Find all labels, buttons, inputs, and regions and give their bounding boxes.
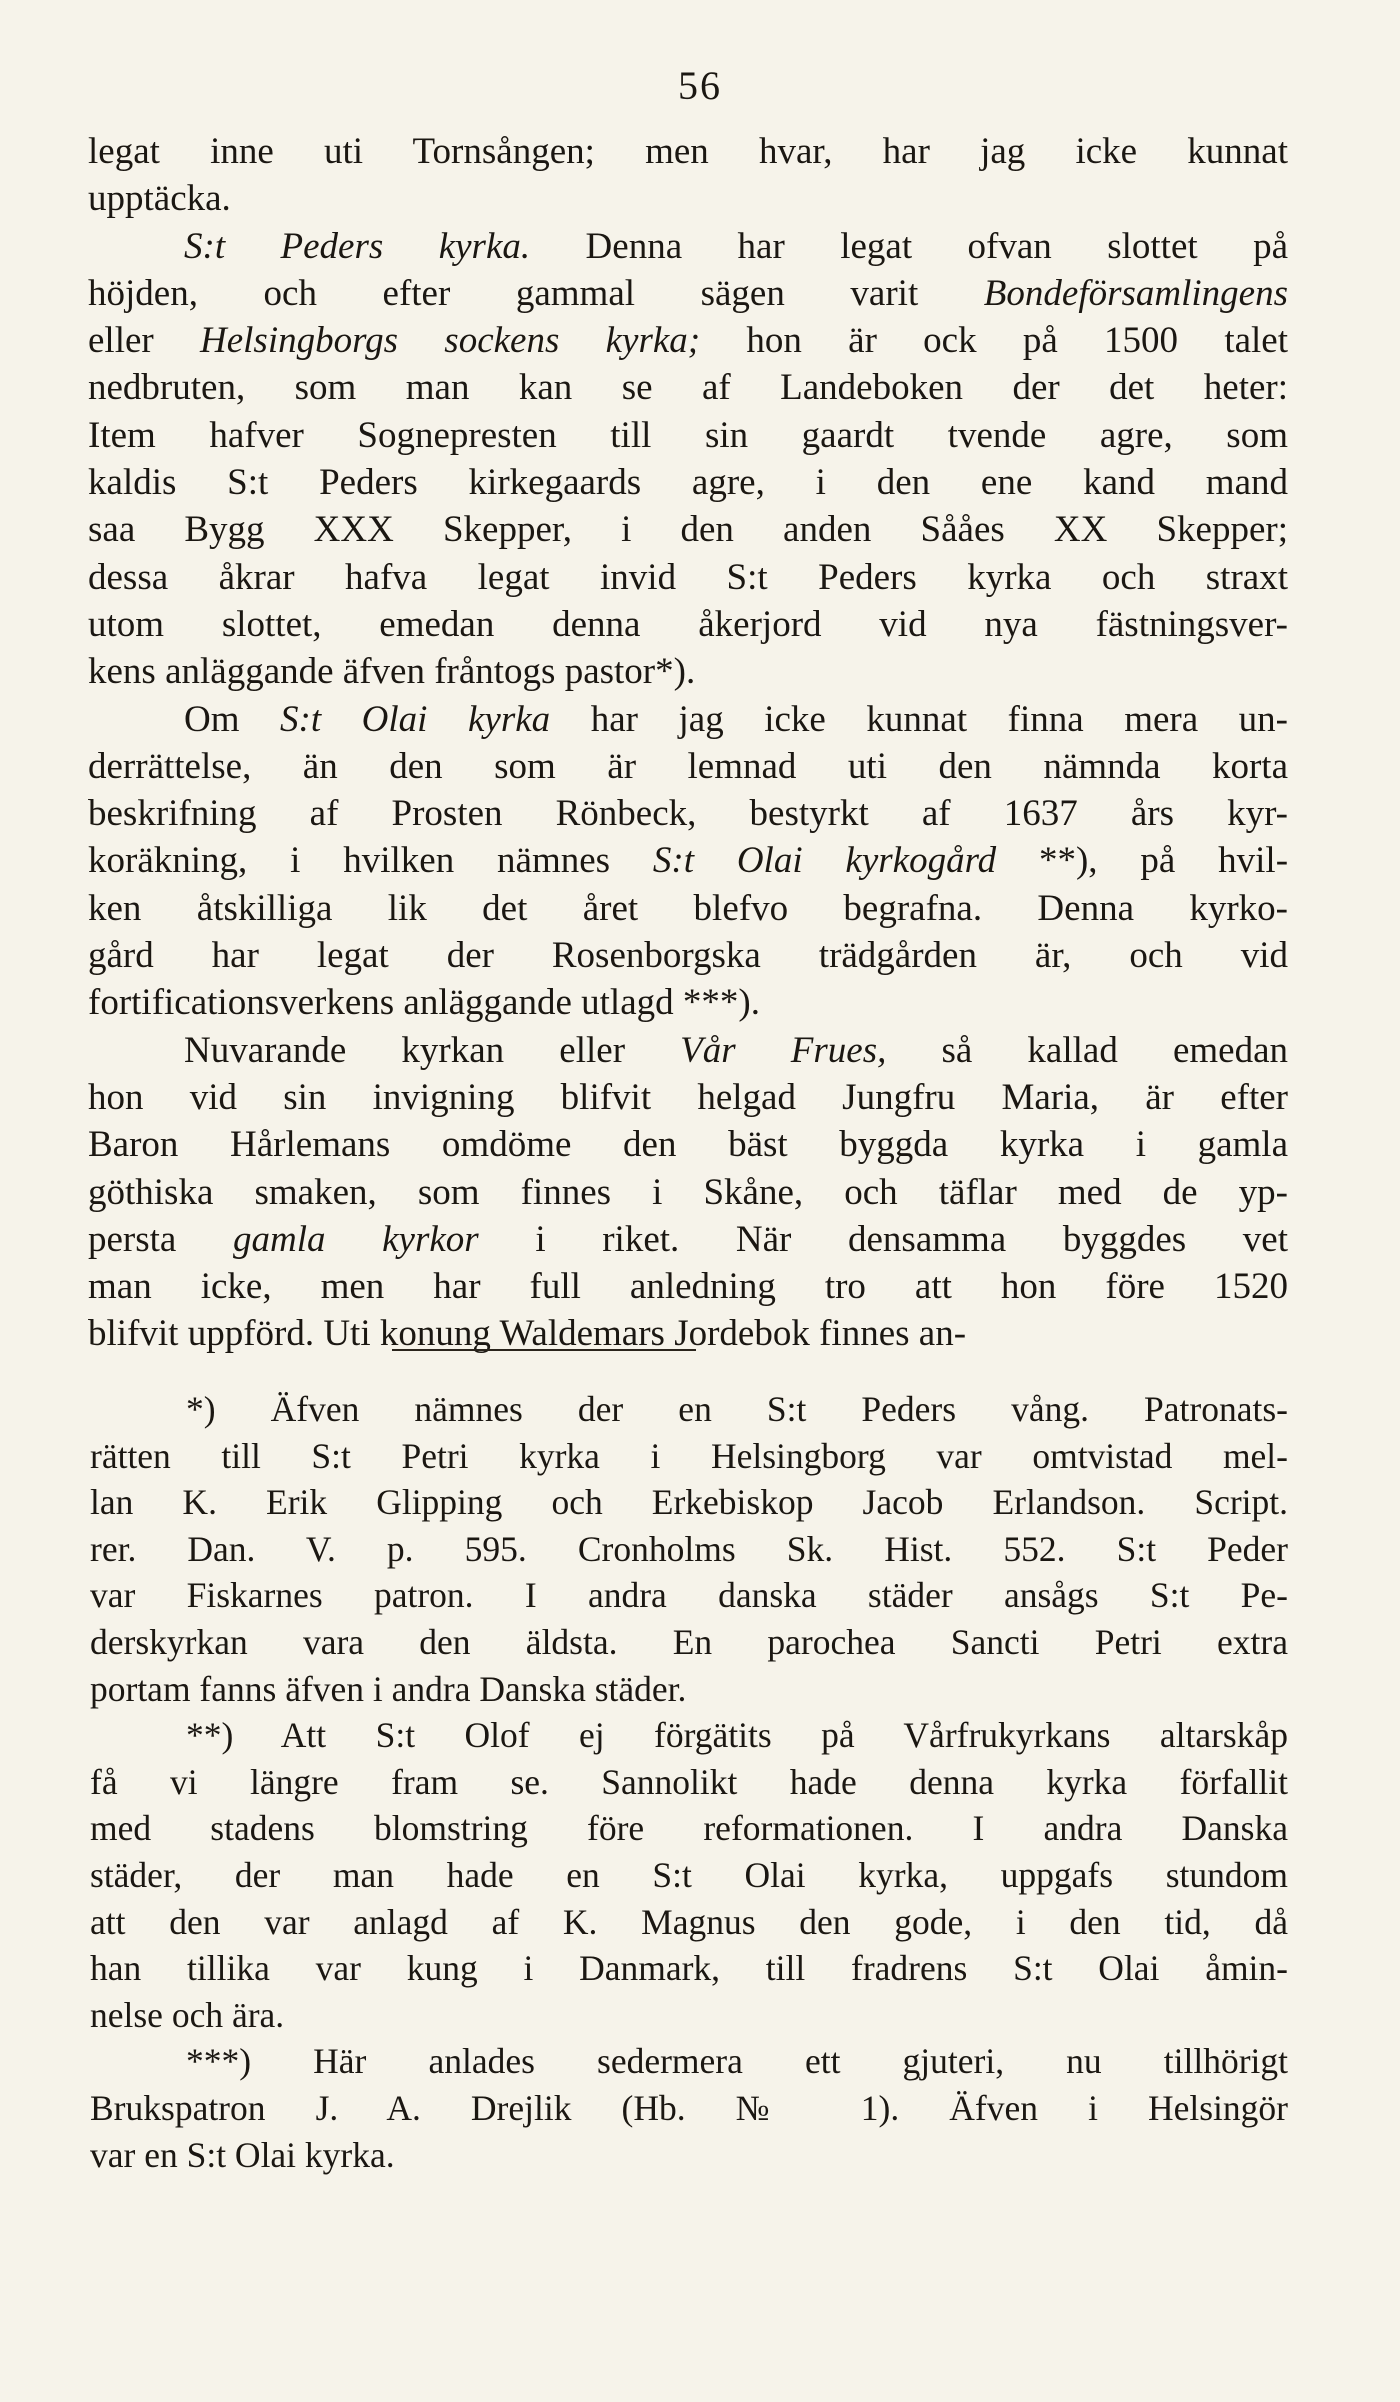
text-line [88,412,1288,459]
text-line [88,554,1288,601]
text-segment: så kallad emedan [886,1029,1289,1071]
footnote-line [90,1805,1288,1852]
text-segment: med stadens blomstring före reformationen. I andra Danska [90,1808,1288,1849]
text-segment: städer, der man hade en S:t Olai kyrka, uppgafs stundom [90,1854,1288,1895]
footnote-line [90,1479,1288,1526]
text-segment: legat inne uti Tornsången; men hvar, har jag icke kunnat [88,131,1288,172]
text-segment: upptäcka. [88,178,231,220]
text-segment: eller [88,320,200,362]
text-segment: göthiska smaken, som finnes i Skåne, och täflar med de yp- [88,1171,1288,1213]
footnote-line [90,1433,1288,1480]
italic-text: gamla kyrkor [232,1218,479,1260]
italic-text: Vår Frues, [680,1029,887,1071]
text-segment: persta [88,1218,233,1260]
text-line [88,932,1288,979]
text-segment: saa Bygg XXX Skepper, i den anden Sååes XX Skepper; [88,509,1288,551]
footnote-line [90,1712,1288,1759]
text-segment: nelse och ära. [90,1994,285,2035]
text-segment: Nuvarande kyrkan eller [184,1029,681,1071]
text-segment: Baron Hårlemans omdöme den bäst byggda kyrka i gamla [88,1124,1288,1166]
text-segment: portam fanns äfven i andra Danska städer. [90,1668,687,1709]
text-segment: **) Att S:t Olof ej förgätits på Vårfrukyrkans altarskåp [186,1715,1288,1756]
text-segment: derskyrkan vara den äldsta. En parochea Sancti Petri extra [90,1621,1288,1662]
text-line [88,790,1288,837]
text-line [88,364,1288,411]
text-line [88,885,1288,932]
text-segment: i riket. När densamma byggdes vet [478,1218,1288,1260]
text-segment: han tillika var kung i Danmark, till fradrens S:t Olai åmin- [90,1948,1288,1989]
text-segment: höjden, och efter gammal sägen varit [88,272,984,314]
text-line [88,175,1288,222]
footnotes [90,1386,1288,2178]
footnote-line [90,1572,1288,1619]
text-segment: kens anläggande äfven fråntogs pastor*). [88,651,696,693]
text-segment: hon vid sin invigning blifvit helgad Jungfru Maria, är efter [88,1076,1288,1118]
italic-text: Helsingborgs sockens kyrka; [200,320,701,362]
footnote-line [90,1759,1288,1806]
footnote-line [90,1386,1288,1433]
text-segment: koräkning, i hvilken nämnes [88,840,653,882]
text-segment: ken åtskilliga lik det året blefvo begrafna. Denna kyrko- [88,887,1288,929]
text-segment: att den var anlagd af K. Magnus den gode, i den tid, då [90,1901,1288,1942]
text-line [88,743,1288,790]
text-line [88,601,1288,648]
main-text [88,128,1288,1358]
text-segment: kaldis S:t Peders kirkegaards agre, i den ene kand mand [88,462,1288,504]
text-segment: Brukspatron J. A. Drejlik (Hb. № 1). Äfven i Helsingör [90,2087,1288,2128]
footnote-line [90,2085,1288,2132]
italic-text: S:t Peders kyrka. [184,225,531,267]
footnote-line [90,2132,1288,2179]
text-line [88,317,1288,364]
text-segment: har jag icke kunnat finna mera un- [550,698,1288,740]
text-line [88,1121,1288,1168]
italic-text: Bondeförsamlingens [983,272,1288,314]
text-line [88,128,1288,175]
text-line [88,648,1288,695]
text-segment: rer. Dan. V. p. 595. Cronholms Sk. Hist. 552. S:t Peder [90,1528,1288,1569]
text-line [88,696,1288,743]
footnote-line [90,1945,1288,1992]
text-segment: få vi längre fram se. Sannolikt hade denna kyrka förfallit [90,1761,1288,1802]
text-segment: ***) Här anlades sedermera ett gjuteri, nu tillhörigt [186,2041,1288,2082]
text-segment: derrättelse, än den som är lemnad uti den nämnda korta [88,745,1288,787]
text-line [88,1263,1288,1310]
text-segment: gård har legat der Rosenborgska trädgården är, och vid [88,935,1288,977]
text-line [88,223,1288,270]
text-line [88,459,1288,506]
page-number: 56 [678,63,722,108]
text-line [88,1027,1288,1074]
footnote-line [90,1666,1288,1713]
text-line [88,270,1288,317]
footnote-line [90,2038,1288,2085]
text-segment: Item hafver Sognepresten till sin gaardt tvende agre, som [88,414,1288,456]
text-line [88,979,1288,1026]
text-segment: nedbruten, som man kan se af Landeboken der det heter: [88,367,1288,409]
text-segment: dessa åkrar hafva legat invid S:t Peders kyrka och straxt [88,556,1288,598]
text-segment: rätten till S:t Petri kyrka i Helsingborg var omtvistad mel- [90,1435,1288,1476]
text-segment: Om [184,698,281,740]
footnote-line [90,1992,1288,2039]
italic-text: S:t Olai kyrkogård [652,840,997,882]
text-segment: **), på hvil- [996,840,1289,882]
text-line [88,1216,1288,1263]
text-line [88,506,1288,553]
text-line [88,1074,1288,1121]
text-segment: var en S:t Olai kyrka. [90,2134,395,2175]
footnote-line [90,1852,1288,1899]
text-segment: blifvit uppförd. Uti konung Waldemars Jordebok finnes an- [88,1313,967,1355]
text-segment: var Fiskarnes patron. I andra danska städer ansågs S:t Pe- [90,1575,1288,1616]
footnote-line [90,1899,1288,1946]
text-segment: lan K. Erik Glipping och Erkebiskop Jacob Erlandson. Script. [90,1482,1288,1523]
text-segment: fortificationsverkens anläggande utlagd ***). [88,982,760,1024]
text-segment: Denna har legat ofvan slottet på [530,225,1288,267]
footnote-separator [392,1349,696,1351]
footnote-line [90,1619,1288,1666]
text-line [88,1169,1288,1216]
text-line [88,837,1288,884]
italic-text: S:t Olai kyrka [280,698,551,740]
text-segment: beskrifning af Prosten Rönbeck, bestyrkt af 1637 års kyr- [88,793,1288,835]
text-segment: utom slottet, emedan denna åkerjord vid nya fästningsver- [88,603,1288,645]
text-segment: man icke, men har full anledning tro att hon före 1520 [88,1266,1288,1308]
footnote-line [90,1526,1288,1573]
text-segment: hon är ock på 1500 talet [700,320,1289,362]
text-segment: *) Äfven nämnes der en S:t Peders vång. Patronats- [186,1389,1288,1429]
